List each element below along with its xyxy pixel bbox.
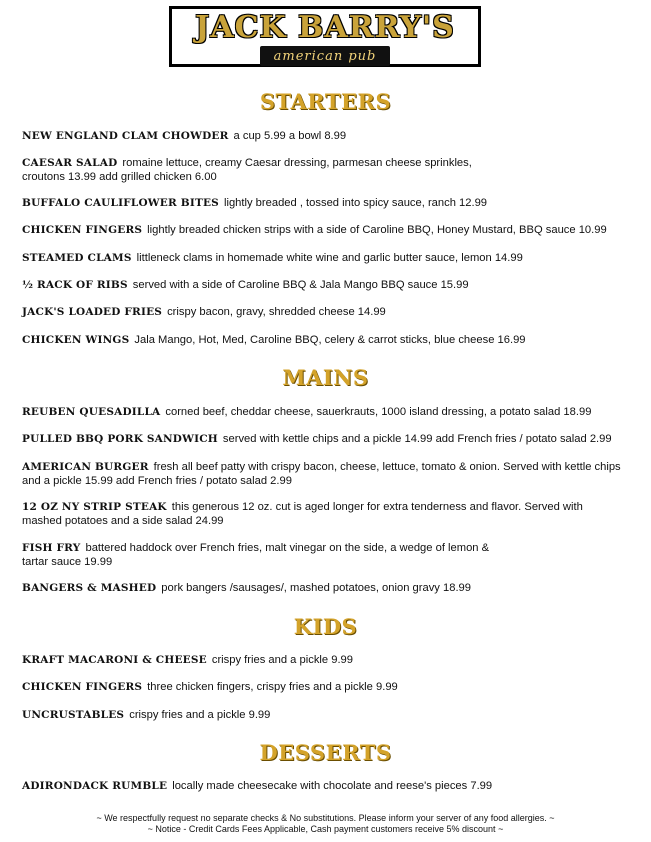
item-desc: served with kettle chips and a pickle 14.99 add French fries / potato salad 2.99	[222, 433, 612, 445]
item-desc: lightly breaded chicken strips with a side of Caroline BBQ, Honey Mustard, BBQ sauce 10.99	[147, 224, 607, 236]
footer-line-payment: ~ Notice - Credit Cards Fees Applicable, Cash payment customers receive 5% discount ~	[147, 824, 504, 834]
logo-subtitle: american pub	[273, 49, 377, 64]
item-name: CHICKEN WINGS	[22, 334, 130, 346]
menu-item	[22, 460, 632, 488]
menu-item	[22, 653, 632, 667]
menu-item	[22, 541, 632, 569]
item-name: JACK'S LOADED FRIES	[22, 306, 163, 318]
menu-item	[22, 500, 632, 528]
section-title-mains: MAINS	[282, 365, 369, 390]
item-desc: crispy fries and a pickle 9.99	[129, 709, 271, 721]
section-title-starters: STARTERS	[259, 89, 392, 114]
menu-item	[22, 305, 632, 319]
item-desc: crispy fries and a pickle 9.99	[211, 654, 353, 666]
item-name: KRAFT MACARONI & CHEESE	[22, 654, 207, 666]
item-name: ½ RACK OF RIBS	[22, 279, 128, 291]
menu-item	[22, 156, 632, 184]
item-desc: corned beef, cheddar cheese, sauerkrauts, 1000 island dressing, a potato salad 18.99	[165, 406, 592, 418]
item-desc: a cup 5.99 a bowl 8.99	[233, 130, 347, 142]
item-name: CHICKEN FINGERS	[22, 224, 143, 236]
item-desc: crispy bacon, gravy, shredded cheese 14.99	[167, 306, 386, 318]
item-desc: Jala Mango, Hot, Med, Caroline BBQ, celery & carrot sticks, blue cheese 16.99	[134, 334, 526, 346]
section-title-kids: KIDS	[293, 614, 358, 639]
pub-logo	[169, 6, 481, 67]
menu-item	[22, 129, 632, 143]
item-desc: battered haddock over French fries, malt vinegar on the side, a wedge of lemon &	[85, 542, 490, 554]
section-title-desserts: DESSERTS	[259, 740, 392, 765]
item-desc: pork bangers /sausages/, mashed potatoes, onion gravy 18.99	[161, 582, 472, 594]
item-desc-continued: croutons 13.99 add grilled chicken 6.00	[22, 171, 217, 183]
item-name: AMERICAN BURGER	[22, 461, 149, 473]
logo-name: JACK BARRY'S	[195, 10, 455, 45]
menu-item	[22, 680, 632, 694]
item-desc: this generous 12 oz. cut is aged longer for extra tenderness and flavor. Served with	[171, 501, 583, 513]
menu-item	[22, 708, 632, 722]
item-name: ADIRONDACK RUMBLE	[22, 780, 168, 792]
menu-item	[22, 333, 632, 347]
item-desc-continued: tartar sauce 19.99	[22, 556, 113, 568]
item-desc: lightly breaded , tossed into spicy sauce, ranch 12.99	[223, 197, 488, 209]
item-desc: romaine lettuce, creamy Caesar dressing, parmesan cheese sprinkles,	[122, 157, 472, 169]
item-name: FISH FRY	[22, 542, 81, 554]
item-desc-continued: and a pickle 15.99 add French fries / potato salad 2.99	[22, 475, 292, 487]
menu-item	[22, 223, 632, 237]
item-name: BANGERS & MASHED	[22, 582, 157, 594]
item-name: PULLED BBQ PORK SANDWICH	[22, 433, 218, 445]
item-name: 12 OZ NY STRIP STEAK	[22, 501, 167, 513]
item-desc: littleneck clams in homemade white wine and garlic butter sauce, lemon 14.99	[136, 252, 523, 264]
menu-item	[22, 278, 632, 292]
item-desc: served with a side of Caroline BBQ & Jala Mango BBQ sauce 15.99	[132, 279, 469, 291]
item-name: STEAMED CLAMS	[22, 252, 132, 264]
menu-item	[22, 251, 632, 265]
item-desc-continued: mashed potatoes and a side salad 24.99	[22, 515, 224, 527]
item-desc: locally made cheesecake with chocolate and reese's pieces 7.99	[172, 780, 493, 792]
item-desc: fresh all beef patty with crispy bacon, cheese, lettuce, tomato & onion. Served with kettle chips	[153, 461, 621, 473]
footer-notice	[0, 813, 651, 835]
menu-item	[22, 405, 632, 419]
menu-item	[22, 581, 632, 595]
item-name: NEW ENGLAND CLAM CHOWDER	[22, 130, 229, 142]
item-name: CHICKEN FINGERS	[22, 681, 143, 693]
item-name: BUFFALO CAULIFLOWER BITES	[22, 197, 219, 209]
item-desc: three chicken fingers, crispy fries and a pickle 9.99	[147, 681, 398, 693]
menu-item	[22, 432, 632, 446]
item-name: CAESAR SALAD	[22, 157, 118, 169]
logo-subtitle-bar	[260, 46, 391, 66]
menu-item	[22, 196, 632, 210]
item-name: UNCRUSTABLES	[22, 709, 125, 721]
menu-item	[22, 779, 632, 793]
footer-line-checks: ~ We respectfully request no separate checks & No substitutions. Please inform your server of any food allergies. ~	[96, 813, 555, 823]
item-name: REUBEN QUESADILLA	[22, 406, 161, 418]
